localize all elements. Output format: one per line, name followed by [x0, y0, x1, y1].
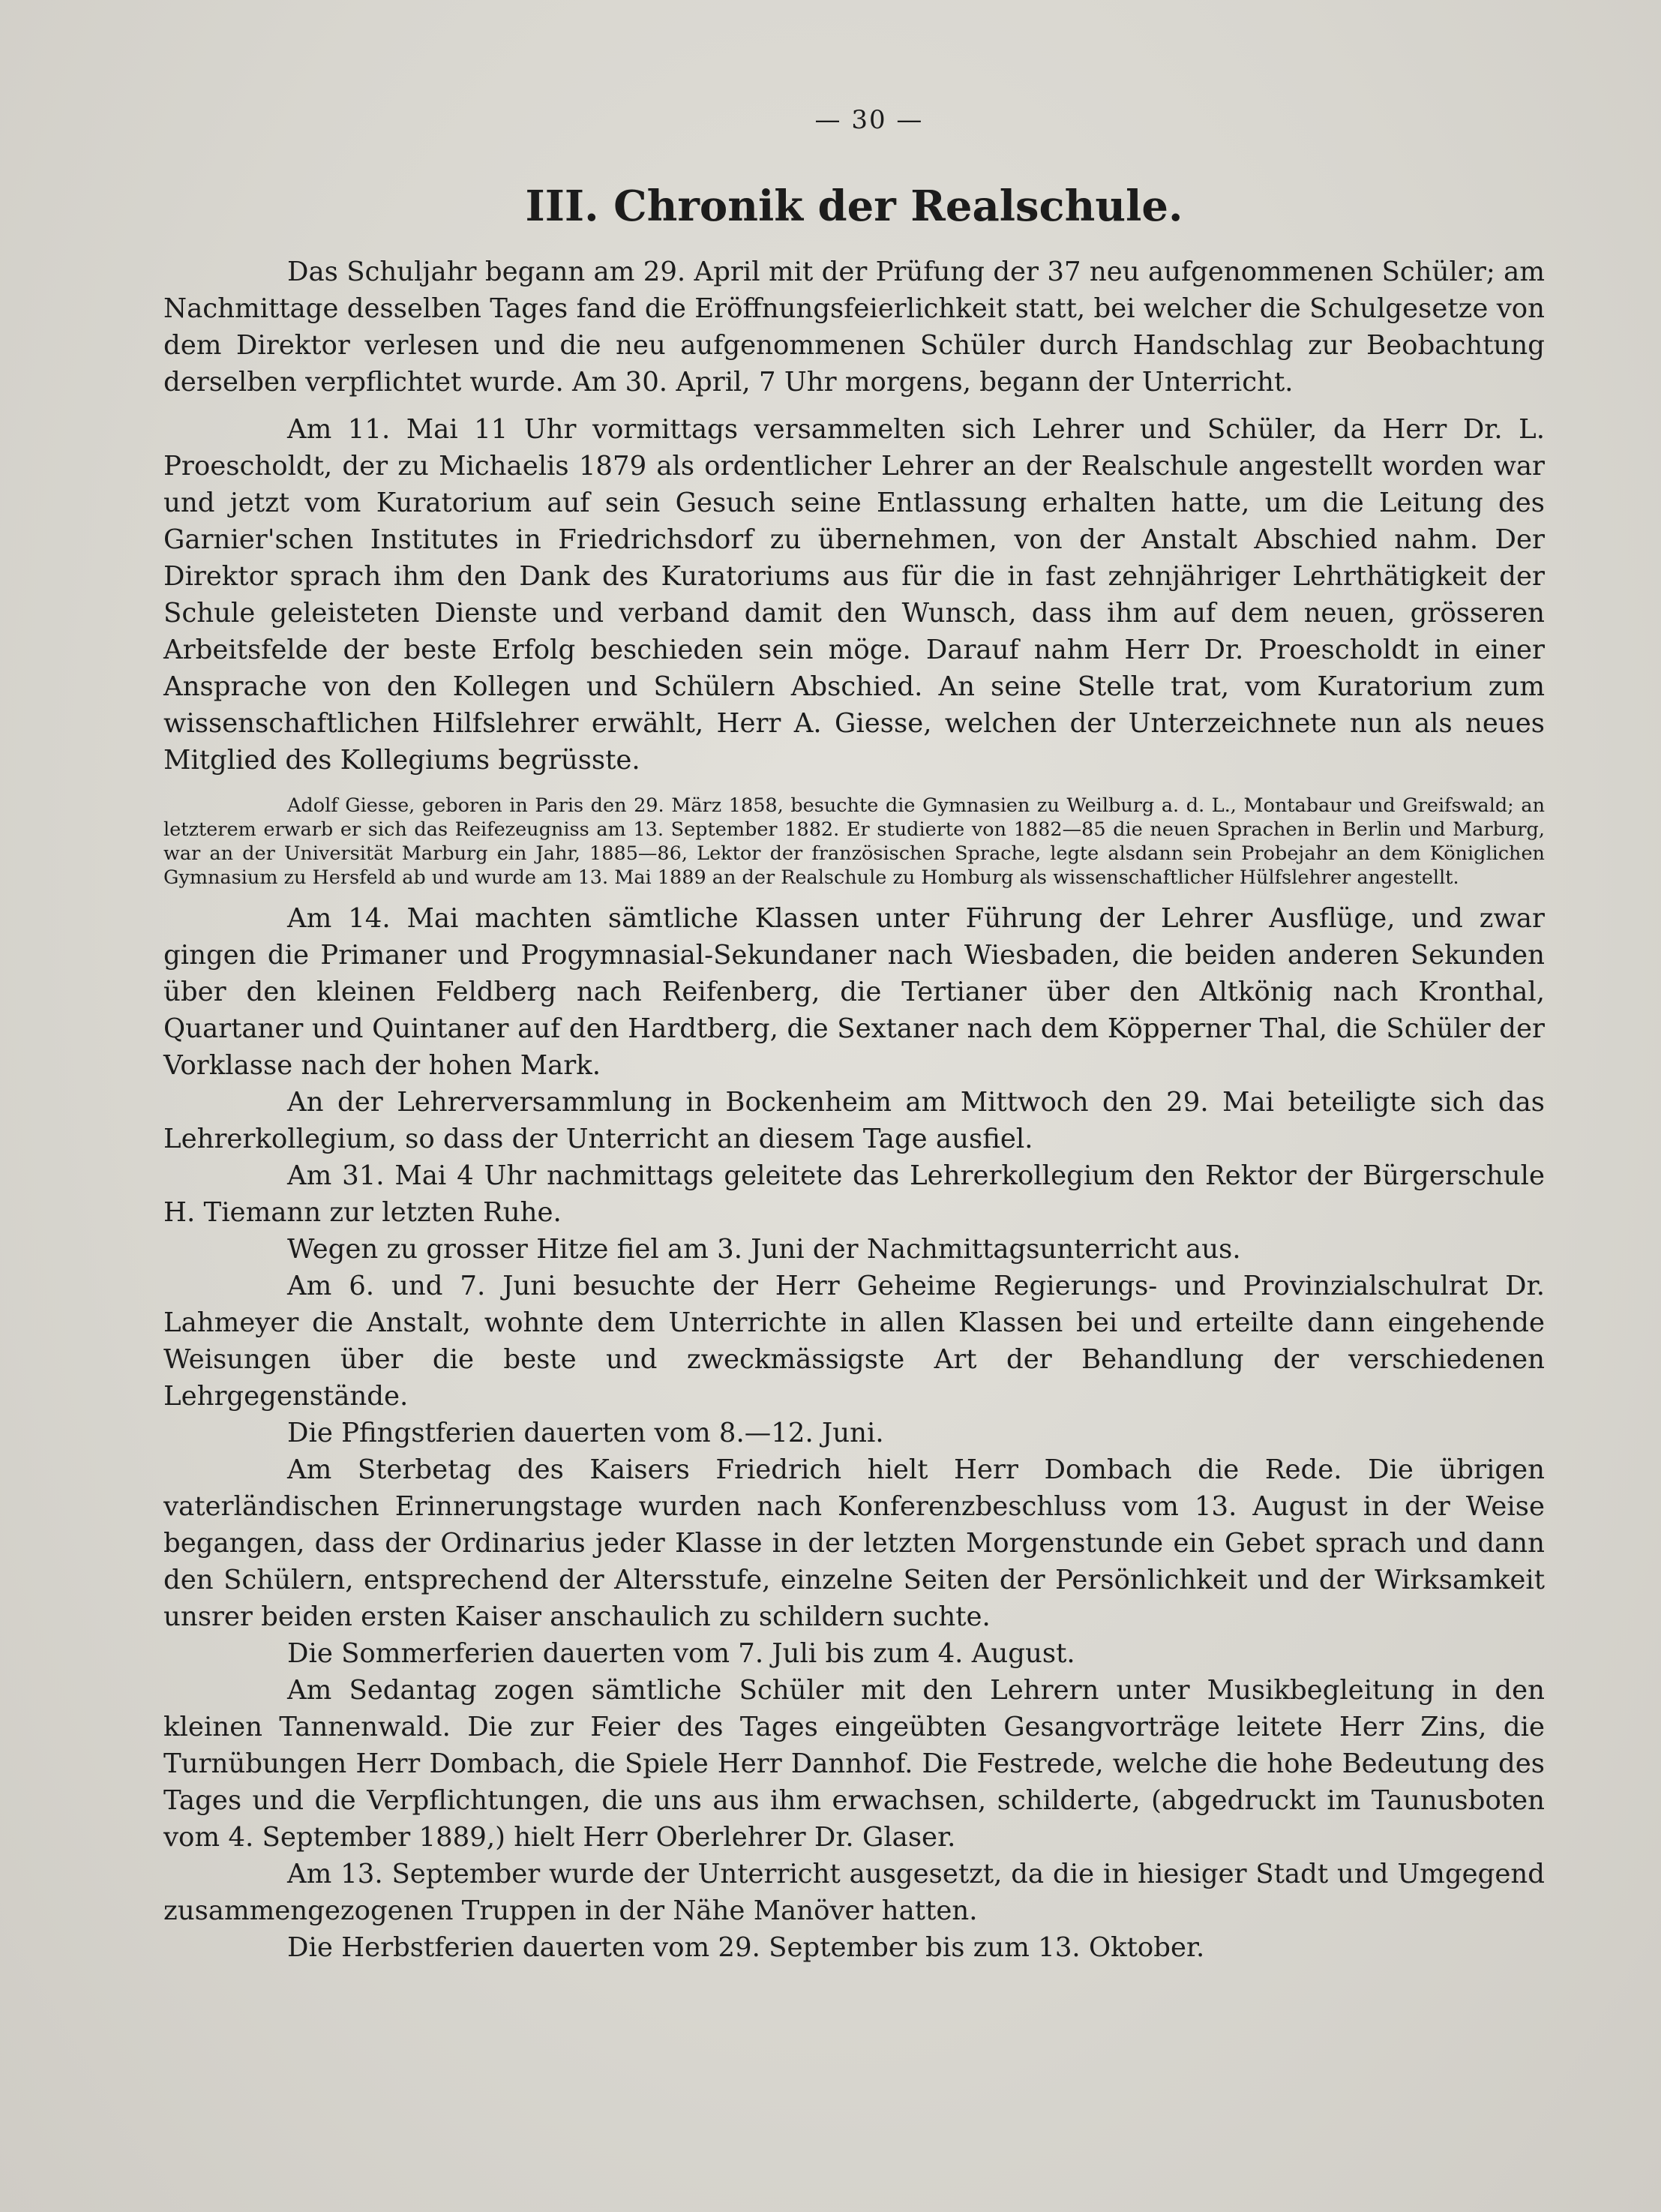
paragraph-teacher-meeting: An der Lehrerversammlung in Bockenheim am Mittwoch den 29. Mai beteiligte sich das Lehrerkollegium, so dass der Unterricht an diesem Tage ausfiel.	[163, 1087, 1545, 1154]
paragraph-excursions: Am 14. Mai machten sämtliche Klassen unter Führung der Lehrer Ausflüge, und zwar gingen die Primaner und Progymnasial-Sekundaner nach Wiesbaden, die beiden anderen Sekunden über den kleinen Feldberg nach Reifenberg, die Tertianer über den Altkönig nach Kronthal, Quartaner und Quintaner auf den Hardtberg, die Sextaner nach dem Köpperner Thal, die Schüler der Vorklasse nach der hohen Mark.	[163, 903, 1545, 1081]
paragraph-heat-holiday: Wegen zu grosser Hitze fiel am 3. Juni der Nachmittagsunterricht aus.	[287, 1234, 1241, 1265]
footnote-giesse-biography: Adolf Giesse, geboren in Paris den 29. März 1858, besuchte die Gymnasien zu Weilburg a. d. L., Montabaur und Greifswald; an letzterem erwarb er sich das Reifezeugniss am 13. September 1882. Er studierte von 1882—85 die neuen Sprachen in Berlin und Marburg, war an der Universität Marburg ein Jahr, 1885—86, Lektor der französischen Sprache, legte alsdann sein Probejahr an dem Königlichen Gymnasium zu Hersfeld ab und wurde am 13. Mai 1889 an der Realschule zu Homburg als wissenschaftlicher Hülfslehrer angestellt.	[163, 794, 1545, 889]
paragraph-summer-holidays: Die Sommerferien dauerten vom 7. Juli bis zum 4. August.	[287, 1638, 1075, 1669]
paragraph-memorial-days: Am Sterbetag des Kaisers Friedrich hielt Herr Dombach die Rede. Die übrigen vaterländischen Erinnerungstage wurden nach Konferenzbeschluss vom 13. August in der Weise begangen, dass der Ordinarius jeder Klasse in der letzten Morgenstunde ein Gebet sprach und dann den Schülern, entsprechend der Altersstufe, einzelne Seiten der Persönlichkeit und der Wirksamkeit unsrer beiden ersten Kaiser anschaulich zu schildern suchte.	[163, 1454, 1545, 1632]
section-heading: III. Chronik der Realschule.	[525, 182, 1183, 231]
paragraph-tiemann-funeral: Am 31. Mai 4 Uhr nachmittags geleitete das Lehrerkollegium den Rektor der Bürgerschule H. Tiemann zur letzten Ruhe.	[163, 1160, 1545, 1228]
page-number: — 30 —	[814, 105, 924, 135]
paragraph-sedan-day: Am Sedantag zogen sämtliche Schüler mit den Lehrern unter Musikbegleitung in den kleinen Tannenwald. Die zur Feier des Tages eingeübten Gesangvorträge leitete Herr Zins, die Turnübungen Herr Dombach, die Spiele Herr Dannhof. Die Festrede, welche die hohe Bedeutung des Tages und die Verpflichtungen, die uns aus ihm erwachsen, schilderte, (abgedruckt im Taunusboten vom 4. September 1889,) hielt Herr Oberlehrer Dr. Glaser.	[163, 1675, 1545, 1853]
paragraph-whitsun-holidays: Die Pfingstferien dauerten vom 8.—12. Juni.	[287, 1418, 884, 1448]
paragraph-autumn-holidays: Die Herbstferien dauerten vom 29. September bis zum 13. Oktober.	[287, 1932, 1205, 1963]
paragraph-proescholdt-farewell: Am 11. Mai 11 Uhr vormittags versammelten sich Lehrer und Schüler, da Herr Dr. L. Proescholdt, der zu Michaelis 1879 als ordentlicher Lehrer an der Realschule angestellt worden war und jetzt vom Kuratorium auf sein Gesuch seine Entlassung erhalten hatte, um die Leitung des Garnier'schen Institutes in Friedrichsdorf zu übernehmen, von der Anstalt Abschied nahm. Der Direktor sprach ihm den Dank des Kuratoriums aus für die in fast zehnjähriger Lehrthätigkeit der Schule geleisteten Dienste und verband damit den Wunsch, dass ihm auf dem neuen, grösseren Arbeitsfelde der beste Erfolg beschieden sein möge. Darauf nahm Herr Dr. Proescholdt in einer Ansprache von den Kollegen und Schülern Abschied. An seine Stelle trat, vom Kuratorium zum wissenschaftlichen Hilfslehrer erwählt, Herr A. Giesse, welchen der Unterzeichnete nun als neues Mitglied des Kollegiums begrüsste.	[163, 414, 1545, 776]
paragraph-lahmeyer-visit: Am 6. und 7. Juni besuchte der Herr Geheime Regierungs- und Provinzialschulrat Dr. Lahmeyer die Anstalt, wohnte dem Unterrichte in allen Klassen bei und erteilte dann eingehende Weisungen über die beste und zweckmässigste Art der Behandlung der verschiedenen Lehrgegenstände.	[163, 1271, 1545, 1412]
paragraph-manoeuvre: Am 13. September wurde der Unterricht ausgesetzt, da die in hiesiger Stadt und Umgegend zusammengezogenen Truppen in der Nähe Manöver hatten.	[163, 1859, 1545, 1926]
paragraph-school-year-start: Das Schuljahr begann am 29. April mit der Prüfung der 37 neu aufgenommenen Schüler; am Nachmittage desselben Tages fand die Eröffnungsfeierlichkeit statt, bei welcher die Schulgesetze von dem Direktor verlesen und die neu aufgenommenen Schüler durch Handschlag zur Beobachtung derselben verpflichtet wurde. Am 30. April, 7 Uhr morgens, begann der Unterricht.	[163, 257, 1545, 398]
text-block	[163, 98, 1545, 1966]
